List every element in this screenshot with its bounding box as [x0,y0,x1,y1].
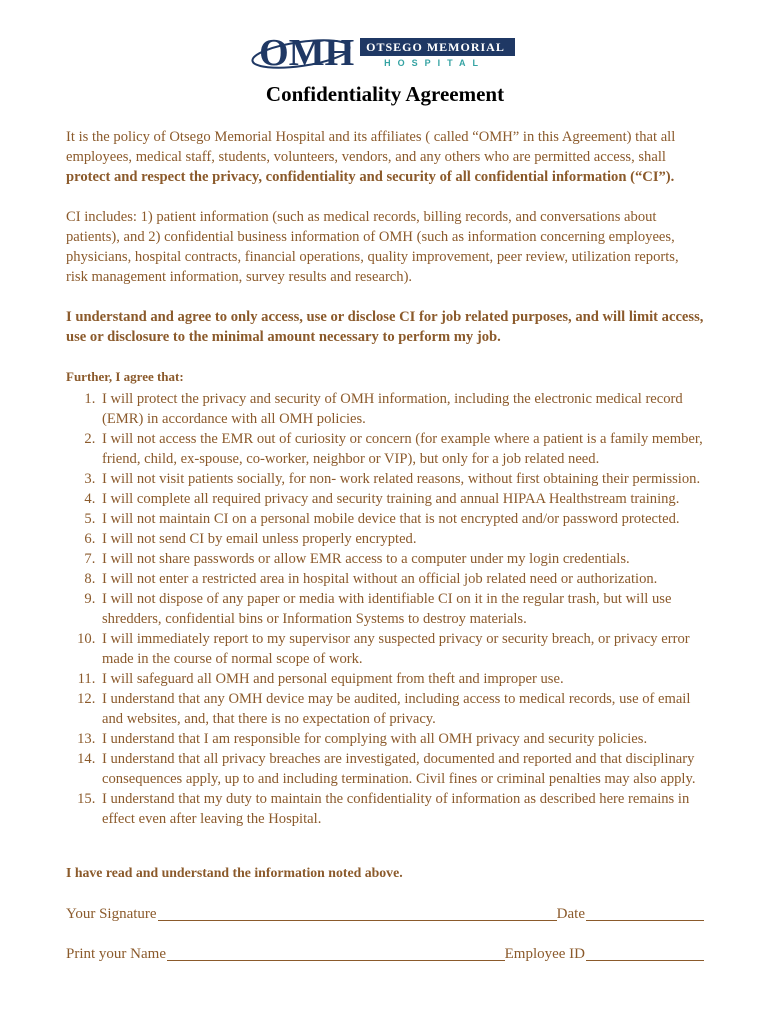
ci-paragraph: CI includes: 1) patient information (such as medical records, billing records, and conversations about patients), and 2) confidential business information of OMH (such as information concerning employees, physicians, hospital contracts, financial operations, quality improvement, peer review, utilization reports, risk management information, survey results and research). [66,209,679,285]
signature-line[interactable] [158,907,557,921]
print-name-line[interactable] [167,947,505,961]
omh-monogram [255,34,358,72]
intro-paragraph-bold: protect and respect the privacy, confidentiality and security of all confidential information (“CI”). [66,169,675,185]
page-title: Confidentiality Agreement [265,82,505,106]
hospital-logo [66,34,704,72]
agreements-list [66,389,704,829]
agreement-item: 5. I will not maintain CI on a personal mobile device that is not encrypted and/or password protected. [99,509,704,529]
agreement-item: 15. I understand that my duty to maintain the confidentiality of information as described here remains in effect even after leaving the Hospital. [99,789,704,829]
agreement-item: 14. I understand that all privacy breaches are investigated, documented and reported and that disciplinary consequences apply, up to and including termination. Civil fines or criminal penalties may also apply. [99,749,704,789]
agreement-item: 12. I understand that any OMH device may be audited, including access to medical records, use of email and websites, and, that there is no expectation of privacy. [99,689,704,729]
agreement-item: 4. I will complete all required privacy and security training and annual HIPAA Healthstream training. [99,489,704,509]
closing-statement: I have read and understand the information noted above. [66,865,403,880]
further-label: Further, I agree that: [66,369,184,384]
agreement-item: 7. I will not share passwords or allow EMR access to a computer under my login credentials. [99,549,704,569]
agreement-item: 11. I will safeguard all OMH and personal equipment from theft and improper use. [99,669,704,689]
agreement-item: 9. I will not dispose of any paper or media with identifiable CI on it in the regular trash, but will use shredders, confidential bins or Information Systems to destroy materials. [99,589,704,629]
document-body [66,127,704,963]
agreement-item: 3. I will not visit patients socially, for non- work related reasons, without first obtaining their permission. [99,469,704,489]
agreement-item: 10. I will immediately report to my supervisor any suspected privacy or security breach, or privacy error made in the course of normal scope of work. [99,629,704,669]
agreement-item: 6. I will not send CI by email unless properly encrypted. [99,529,704,549]
intro-paragraph [66,127,704,187]
agreement-item: 1. I will protect the privacy and security of OMH information, including the electronic medical record (EMR) in accordance with all OMH policies. [99,389,704,429]
print-name-row [66,945,704,963]
logo-hospital-text: HOSPITAL [384,58,485,69]
date-label: Date [556,906,585,922]
statement-paragraph: I understand and agree to only access, use or disclose CI for job related purposes, and will limit access, use or disclosure to the minimal amount necessary to perform my job. [66,309,704,345]
employee-id-line[interactable] [586,947,704,961]
print-name-label: Print your Name [66,946,166,962]
logo-name-banner: OTSEGO MEMORIAL [360,38,515,56]
logo-name-block [360,38,515,68]
agreement-item: 8. I will not enter a restricted area in hospital without an official job related need or authorization. [99,569,704,589]
signature-row [66,905,704,923]
intro-paragraph-normal: It is the policy of Otsego Memorial Hospital and its affiliates ( called “OMH” in this Agreement) that all employees, medical staff, students, volunteers, vendors, and any others who are permitted access, shall [66,129,676,165]
employee-id-label: Employee ID [504,946,585,962]
omh-monogram-text: OMH [259,32,355,74]
agreement-item: 2. I will not access the EMR out of curiosity or concern (for example where a patient is a family member, friend, child, ex-spouse, co-worker, neighbor or VIP), but only for a job related need. [99,429,704,469]
agreement-item: 13. I understand that I am responsible for complying with all OMH privacy and security policies. [99,729,704,749]
your-signature-label: Your Signature [66,906,157,922]
date-line[interactable] [586,907,704,921]
